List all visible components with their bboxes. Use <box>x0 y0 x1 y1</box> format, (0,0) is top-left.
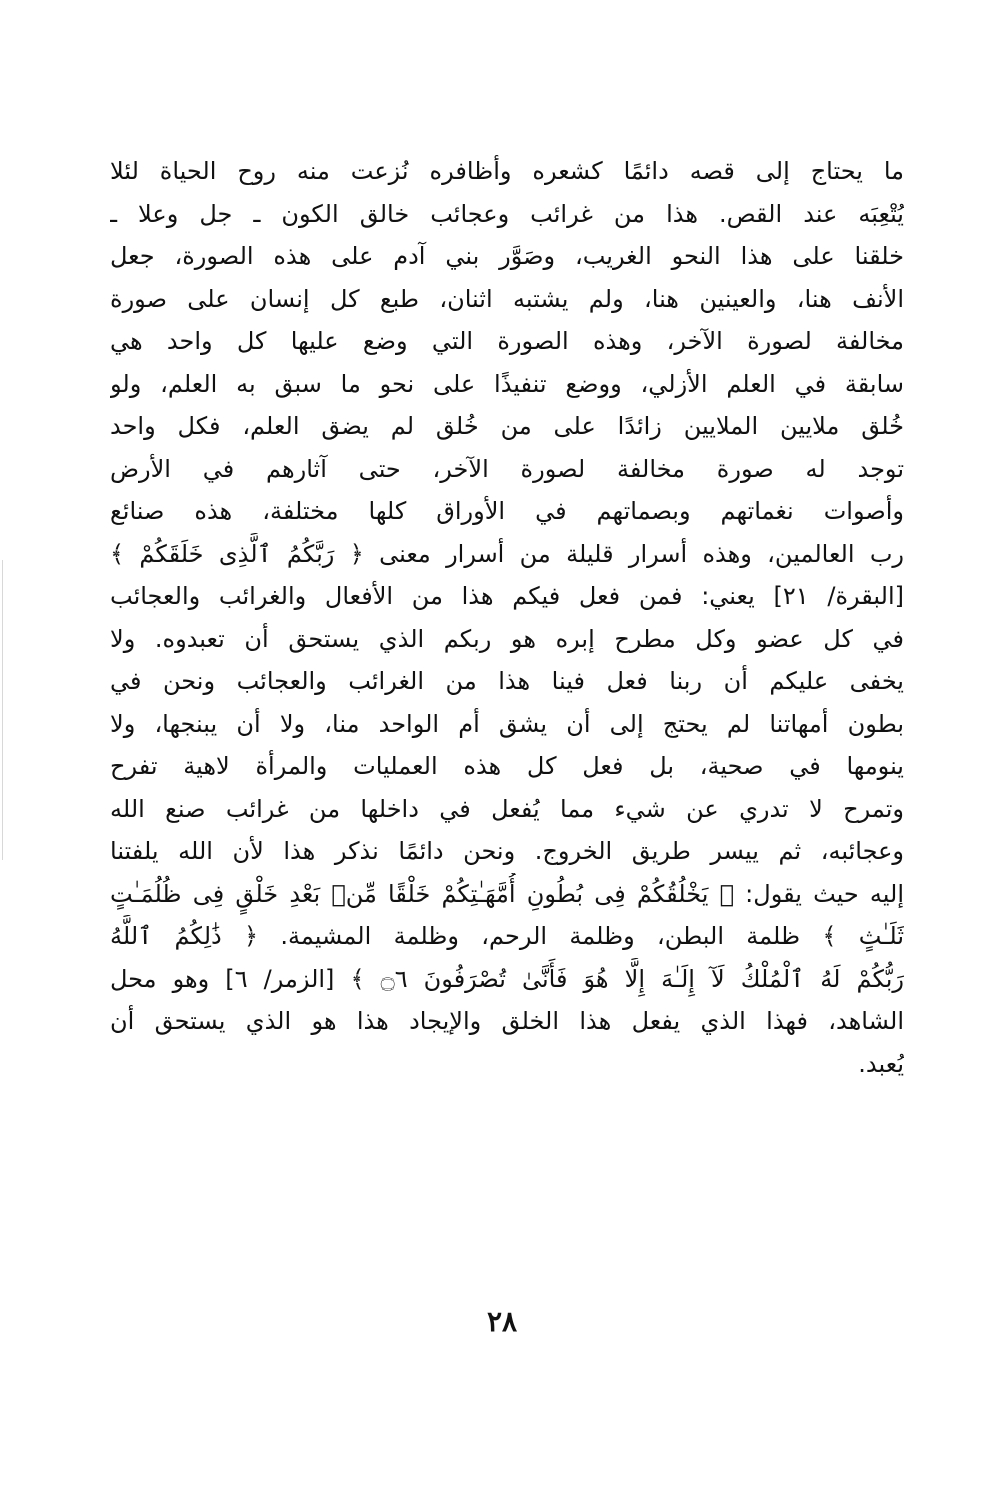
text-line: وعجائبه، ثم ييسر طريق الخروج. ونحن دائمًا نذكر هذا لأن الله يلفتنا <box>110 837 904 865</box>
text-line: سابقة في العلم الأزلي، ووضع تنفيذًا على نحو ما سبق به العلم، ولو <box>110 369 904 398</box>
text-line: توجد له صورة مخالفة لصورة الآخر، حتى آثارهم في الأرض <box>110 454 904 483</box>
page-number: ٢٨ <box>486 1305 518 1338</box>
text-line: ما يحتاج إلى قصه دائمًا كشعره وأظافره نُزعت منه روح الحياة لئلا <box>110 157 904 185</box>
text-line: خُلق ملايين الملايين زائدًا على من خُلق لم يضق العلم، فكل واحد <box>110 412 904 440</box>
text-line: خلقنا على هذا النحو الغريب، وصَوَّر بني آدم على هذه الصورة، جعل <box>110 242 904 270</box>
text-line: يُتْعِبَه عند القص. هذا من غرائب وعجائب خالق الكون ـ جل وعلا ـ <box>110 199 904 228</box>
text-line: يخفى عليكم أن ربنا فعل فينا هذا من الغرائب والعجائب ونحن في <box>110 667 904 695</box>
text-line: في كل عضو وكل مطرح إبره هو ربكم الذي يستحق أن تعبدوه. ولا <box>110 624 904 653</box>
text-line: الشاهد، فهذا الذي يفعل هذا الخلق والإيجاد هذا هو الذي يستحق أن <box>110 1007 904 1035</box>
text-line-final: يُعبد. <box>858 1049 904 1078</box>
text-line-quran-quote: رَبُّكُمْ لَهُ ٱلْمُلْكُ لَآ إِلَـٰهَ إِلَّا هُوَ فَأَنَّىٰ تُصْرَفُونَ ۝٦ ﴾ [الزمر/ ٦] وهو محل <box>110 964 904 993</box>
body-text <box>110 150 904 1085</box>
scan-edge-line <box>2 560 3 860</box>
text-line: الأنف هنا، والعينين هنا، ولم يشتبه اثنان، طبع كل إنسان على صورة <box>110 284 904 313</box>
text-line: بطون أمهاتنا لم يحتج إلى أن يشق أم الواحد منا، ولا أن يبنجها، ولا <box>110 709 904 738</box>
text-line: مخالفة لصورة الآخر، وهذه الصورة التي وضع عليها كل واحد هي <box>110 327 904 355</box>
text-line-quran-quote: إليه حيث يقول: ﴿ يَخْلُقُكُمْ فِى بُطُونِ أُمَّهَـٰتِكُمْ خَلْقًا مِّنۢ بَعْدِ خَلْقٍ فِى ظُلُمَـٰتٍ <box>110 879 904 908</box>
text-line-quran-quote: ثَلَـٰثٍ ﴾ ظلمة البطن، وظلمة الرحم، وظلمة المشيمة. ﴿ ذَٰلِكُمُ ٱللَّهُ <box>110 922 904 950</box>
text-line: وتمرح لا تدري عن شيء مما يُفعل في داخلها من غرائب صنع الله <box>110 794 904 823</box>
text-line: [البقرة/ ٢١] يعني: فمن فعل فيكم هذا من الأفعال والغرائب والعجائب <box>110 582 904 610</box>
text-line: ينومها في صحية، بل فعل كل هذه العمليات والمرأة لاهية تفرح <box>110 752 904 780</box>
text-line-quran-quote: رب العالمين، وهذه أسرار قليلة من أسرار معنى ﴿ رَبَّكُمُ ٱلَّذِى خَلَقَكُمْ ﴾ <box>110 539 904 568</box>
text-line: وأصوات نغماتهم وبصماتهم في الأوراق كلها مختلفة، هذه صنائع <box>110 497 904 525</box>
